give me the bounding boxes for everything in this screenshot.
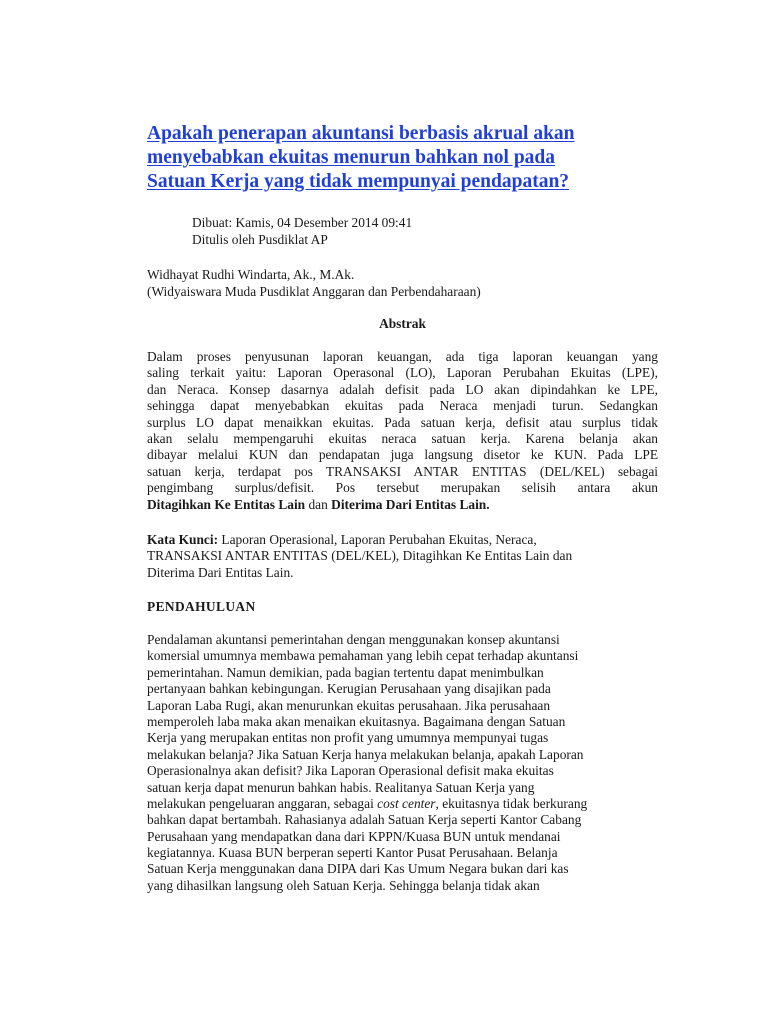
keywords-line: Diterima Dari Entitas Lain. [147, 564, 294, 580]
body-line: pemerintahan. Namun demikian, pada bagian tertentu dapat menimbulkan [147, 664, 544, 680]
abstract-line: akan selalu mempengaruhi ekuitas neraca satuan kerja. Karena belanja akan [147, 430, 658, 446]
author-name: Widhayat Rudhi Windarta, Ak., M.Ak. [147, 267, 355, 282]
body-line: Kerja yang merupakan entitas non profit yang umumnya mempunyai tugas [147, 730, 549, 746]
keywords-label: Kata Kunci: [147, 532, 219, 547]
abstract-line: sehingga dapat menyebabkan ekuitas pada Neraca menjadi turun. Sedangkan [147, 398, 658, 414]
section-heading-pendahuluan: PENDAHULUAN [147, 599, 256, 614]
article-title-line[interactable]: Satuan Kerja yang tidak mempunyai pendapatan? [147, 171, 570, 192]
body-line: yang dihasilkan langsung oleh Satuan Kerja. Sehingga belanja tidak akan [147, 877, 540, 893]
intro-paragraph [147, 632, 658, 894]
body-line: pertanyaan bahkan kebingungan. Kerugian Perusahaan yang disajikan pada [147, 681, 551, 697]
keywords-text: Laporan Operasional, Laporan Perubahan Ekuitas, Neraca, [218, 532, 537, 547]
cost-center-term: cost center [377, 795, 436, 811]
body-line [147, 796, 658, 812]
written-by: Ditulis oleh Pusdiklat AP [192, 232, 328, 247]
body-line: bahkan dapat bertambah. Rahasianya adalah Satuan Kerja seperti Kantor Cabang [147, 812, 582, 828]
keywords-paragraph [147, 532, 658, 581]
abstract-line: saling terkait yaitu: Laporan Operasonal (LO), Laporan Perubahan Ekuitas (LPE), [147, 365, 658, 381]
body-line: Satuan Kerja menggunakan dana DIPA dari Kas Umum Negara bukan dari kas [147, 861, 569, 877]
term-ditagihkan: Ditagihkan Ke Entitas Lain [147, 496, 306, 512]
conjunction: dan [305, 496, 332, 512]
body-line: memperoleh laba maka akan menaikan ekuitasnya. Bagaimana dengan Satuan [147, 713, 566, 729]
body-text-segment: melakukan pengeluaran anggaran, sebagai [147, 795, 378, 811]
abstract-last-line [147, 497, 658, 513]
body-line: satuan kerja dapat menurun bahkan habis. Realitanya Satuan Kerja yang [147, 779, 535, 795]
abstract-line: Dalam proses penyusunan laporan keuangan, ada tiga laporan keuangan yang [147, 349, 658, 364]
article-title[interactable] [147, 122, 667, 194]
author-role: (Widyaiswara Muda Pusdiklat Anggaran dan Perbendaharaan) [147, 284, 481, 299]
abstract-line: dan Neraca. Konsep dasarnya adalah defisit pada LO akan dipindahkan ke LPE, [147, 381, 658, 397]
abstract-line: dibayar melalui KUN dan pendapatan juga langsung disetor ke KUN. Pada LPE [147, 447, 658, 463]
keywords-line: TRANSAKSI ANTAR ENTITAS (DEL/KEL), Ditagihkan Ke Entitas Lain dan [147, 548, 573, 564]
article-meta [192, 214, 412, 248]
body-line: Operasionalnya akan defisit? Jika Laporan Operasional defisit maka ekuitas [147, 763, 554, 779]
article-title-line[interactable]: menyebabkan ekuitas menurun bahkan nol pada [147, 147, 556, 168]
article-title-line[interactable]: Apakah penerapan akuntansi berbasis akrual akan [147, 123, 575, 144]
body-line: Laporan Laba Rugi, akan menurunkan ekuitas perusahaan. Jika perusahaan [147, 697, 551, 713]
abstract-line: surplus LO dapat menaikkan ekuitas. Pada satuan kerja, defisit atau surplus tidak [147, 414, 658, 430]
body-line: melakukan belanja? Jika Satuan Kerja hanya melakukan belanja, apakah Laporan [147, 746, 584, 762]
author-block [147, 266, 481, 300]
abstract-heading: Abstrak [379, 316, 426, 331]
abstract-paragraph [147, 349, 658, 513]
body-line: Pendalaman akuntansi pemerintahan dengan menggunakan konsep akuntansi [147, 632, 560, 647]
body-line: komersial umumnya membawa pemahaman yang lebih cepat terhadap akuntansi [147, 648, 579, 664]
body-line: kegiatannya. Kuasa BUN berperan seperti Kantor Pusat Perusahaan. Belanja [147, 845, 558, 861]
created-date: Dibuat: Kamis, 04 Desember 2014 09:41 [192, 215, 413, 230]
keywords-line [147, 532, 658, 548]
abstract-line: pengimbang surplus/defisit. Pos tersebut merupakan selisih antara akun [147, 480, 658, 496]
body-line: Perusahaan yang mendapatkan dana dari KPPN/Kuasa BUN untuk mendanai [147, 828, 561, 844]
term-diterima: Diterima Dari Entitas Lain. [331, 496, 490, 512]
body-text-segment: , ekuitasnya tidak berkurang [435, 795, 588, 811]
abstract-line: satuan kerja, terdapat pos TRANSAKSI ANTAR ENTITAS (DEL/KEL) sebagai [147, 463, 658, 479]
